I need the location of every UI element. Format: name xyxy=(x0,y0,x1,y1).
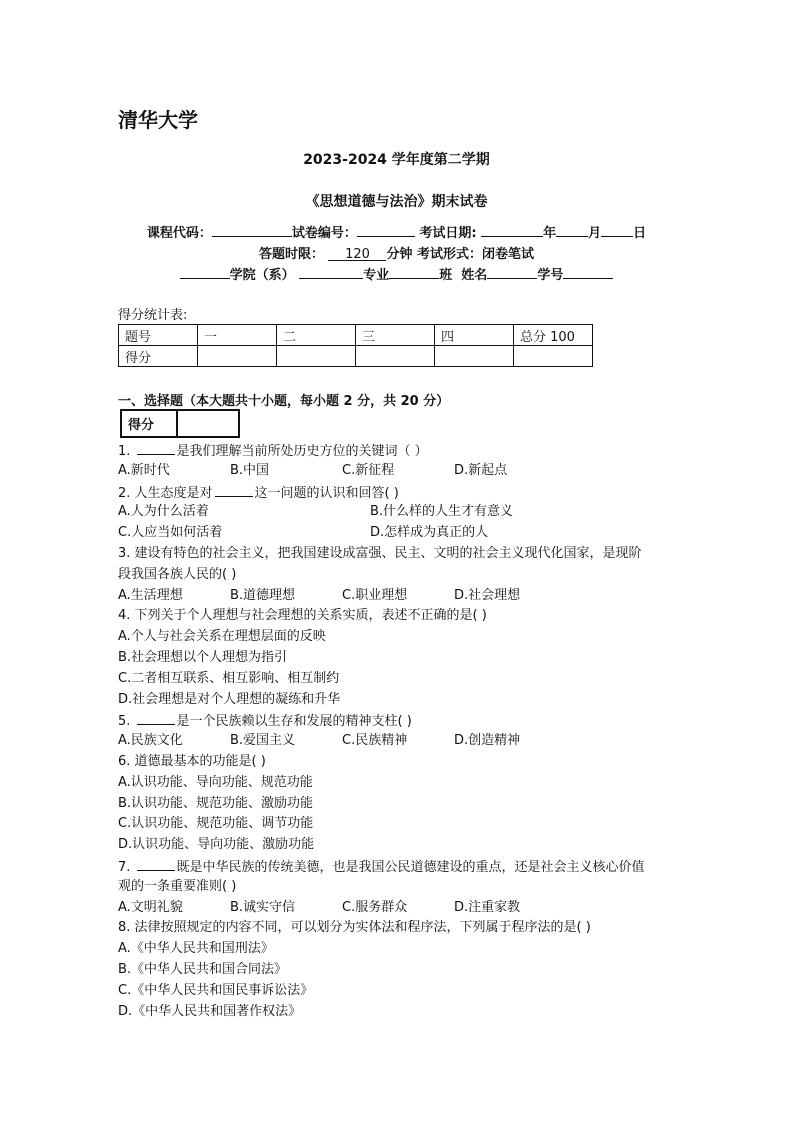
answer-blank[interactable] xyxy=(215,482,253,497)
question xyxy=(118,856,688,918)
stem-text: 6. 道德最基本的功能是( ) xyxy=(118,753,266,769)
question-stem-line xyxy=(118,482,688,503)
name-field[interactable] xyxy=(487,265,537,279)
header-cell: 三 xyxy=(356,325,435,346)
question xyxy=(118,482,688,544)
header-line-1 xyxy=(0,222,793,241)
student-no-field[interactable] xyxy=(563,265,613,279)
stem-text: 7. xyxy=(118,859,135,875)
option[interactable]: C.二者相互联系、相互影响、相互制约 xyxy=(118,670,340,686)
option[interactable]: C.《中华人民共和国民事诉讼法》 xyxy=(118,982,314,998)
course-code-field[interactable] xyxy=(212,223,292,237)
question-stem-line xyxy=(118,877,688,898)
question-stem-line xyxy=(118,440,688,461)
option[interactable]: A.新时代 xyxy=(118,462,170,478)
question-list xyxy=(118,440,688,1022)
score-cell[interactable] xyxy=(356,346,435,367)
question xyxy=(118,752,688,856)
stem-text: 2. 人生态度是对 xyxy=(118,485,213,501)
score-table-caption: 得分统计表: xyxy=(118,308,188,323)
stem-text: 这一问题的认识和回答( ) xyxy=(254,485,399,501)
option[interactable]: C.服务群众 xyxy=(342,899,408,915)
major-field[interactable] xyxy=(299,265,363,279)
month-label: 月 xyxy=(588,226,602,241)
option[interactable]: A.人为什么活着 xyxy=(118,504,209,520)
question-stem-line xyxy=(118,752,688,773)
score-table-header-row xyxy=(119,325,593,346)
question-stem-line xyxy=(118,856,688,877)
question-stem-line xyxy=(118,565,688,586)
section-score-field[interactable] xyxy=(178,411,238,436)
option[interactable]: D.怎样成为真正的人 xyxy=(370,525,489,541)
score-cell[interactable] xyxy=(277,346,356,367)
option[interactable]: B.爱国主义 xyxy=(230,733,296,749)
option[interactable]: B.中国 xyxy=(230,462,270,478)
exam-form: 考试形式：闭卷笔试 xyxy=(417,247,535,262)
stem-text: 3. 建设有特色的社会主义，把我国建设成富强、民主、文明的社会主义现代化国家，是现阶 xyxy=(118,545,642,561)
stem-text: 8. 法律按照规定的内容不同，可以划分为实体法和程序法，下列属于程序法的是( ) xyxy=(118,920,591,936)
stem-text: 1. xyxy=(118,444,135,459)
month-field[interactable] xyxy=(556,223,588,237)
option[interactable]: D.创造精神 xyxy=(454,733,521,749)
header-cell: 四 xyxy=(435,325,514,346)
header-cell: 一 xyxy=(198,325,277,346)
option[interactable]: B.社会理想以个人理想为指引 xyxy=(118,649,288,665)
answer-blank[interactable] xyxy=(137,440,175,455)
section-score-box xyxy=(120,409,240,438)
time-limit-value: 120 xyxy=(328,247,386,261)
option[interactable]: B.道德理想 xyxy=(230,587,296,603)
question xyxy=(118,918,688,1022)
stem-text: 是我们理解当前所处历史方位的关键词（ ） xyxy=(176,444,428,459)
option[interactable]: A.认识功能、导向功能、规范功能 xyxy=(118,774,313,790)
exam-title: 《思想道德与法治》期末试卷 xyxy=(305,194,488,210)
year-field[interactable] xyxy=(481,223,543,237)
option-row xyxy=(118,502,688,523)
time-limit-label: 答题时限： xyxy=(258,247,324,262)
header-cell: 总分 100 xyxy=(514,325,593,346)
score-cell[interactable] xyxy=(514,346,593,367)
section-title: 一、选择题（本大题共十小题，每小题 2 分，共 20 分） xyxy=(118,394,450,409)
answer-blank[interactable] xyxy=(137,856,175,871)
question xyxy=(118,710,688,752)
stem-text: 5. xyxy=(118,714,135,730)
option-row xyxy=(118,586,688,607)
stem-text: 既是中华民族的传统美德，也是我国公民道德建设的重点，还是社会主义核心价值 xyxy=(176,859,645,875)
answer-blank[interactable] xyxy=(137,710,175,725)
option[interactable]: C.新征程 xyxy=(342,462,395,478)
option[interactable]: B.《中华人民共和国合同法》 xyxy=(118,961,288,977)
term: 2023-2024 学年度第二学期 xyxy=(303,152,490,168)
option-row xyxy=(118,523,688,544)
option[interactable]: B.诚实守信 xyxy=(230,899,296,915)
question-stem-line xyxy=(118,544,688,565)
option[interactable]: D.社会理想 xyxy=(454,587,521,603)
stem-text: 观的一条重要准则( ) xyxy=(118,878,237,894)
option[interactable]: C.民族精神 xyxy=(342,733,408,749)
option-row xyxy=(118,898,688,919)
question xyxy=(118,606,688,710)
option[interactable]: A.文明礼貌 xyxy=(118,899,183,915)
class-field[interactable] xyxy=(389,265,439,279)
score-cell[interactable] xyxy=(198,346,277,367)
row-label: 得分 xyxy=(119,346,198,367)
class-label: 班 xyxy=(439,268,453,283)
stem-text: 段我国各族人民的( ) xyxy=(118,566,237,582)
day-label: 日 xyxy=(633,226,647,241)
question-stem-line xyxy=(118,918,688,939)
header-cell: 二 xyxy=(277,325,356,346)
stem-text: 4. 下列关于个人理想与社会理想的关系实质，表述不正确的是( ) xyxy=(118,608,487,624)
question-stem-line xyxy=(118,606,688,627)
course-code-label: 课程代码： xyxy=(146,226,212,241)
option[interactable]: A.民族文化 xyxy=(118,733,183,749)
section-score-label: 得分 xyxy=(122,411,178,436)
question xyxy=(118,544,688,606)
question xyxy=(118,440,688,482)
student-no-label: 学号 xyxy=(537,268,564,283)
score-cell[interactable] xyxy=(435,346,514,367)
option[interactable]: B.什么样的人生才有意义 xyxy=(370,504,514,520)
header-cell: 题号 xyxy=(119,325,198,346)
major-label: 专业 xyxy=(363,268,390,283)
question-stem-line xyxy=(118,710,688,731)
college-field[interactable] xyxy=(180,265,230,279)
day-field[interactable] xyxy=(601,223,633,237)
paper-no-field[interactable] xyxy=(357,223,415,237)
option[interactable]: C.职业理想 xyxy=(342,587,408,603)
college-label: 学院（系） xyxy=(229,268,295,283)
option[interactable]: A.《中华人民共和国刑法》 xyxy=(118,941,274,957)
option[interactable]: B.认识功能、规范功能、激励功能 xyxy=(118,795,314,811)
option[interactable]: D.新起点 xyxy=(454,462,508,478)
header-line-2 xyxy=(0,243,793,262)
option[interactable]: C.人应当如何活着 xyxy=(118,525,223,541)
university-name: 清华大学 xyxy=(118,108,198,132)
exam-date-label: 考试日期: xyxy=(419,226,477,241)
option[interactable]: D.社会理想是对个人理想的凝练和升华 xyxy=(118,691,341,707)
year-label: 年 xyxy=(543,226,557,241)
option[interactable]: C.认识功能、规范功能、调节功能 xyxy=(118,816,314,832)
score-table xyxy=(118,324,593,367)
option-row xyxy=(118,461,688,482)
name-label: 姓名 xyxy=(461,268,488,283)
option-row xyxy=(118,731,688,752)
score-table-score-row xyxy=(119,346,593,367)
option[interactable]: A.生活理想 xyxy=(118,587,183,603)
stem-text: 是一个民族赖以生存和发展的精神支柱( ) xyxy=(176,714,412,730)
option[interactable]: D.认识功能、导向功能、激励功能 xyxy=(118,837,315,853)
minute-unit: 分钟 xyxy=(386,247,413,262)
paper-no-label: 试卷编号： xyxy=(291,226,357,241)
header-line-3 xyxy=(0,264,793,283)
option[interactable]: A.个人与社会关系在理想层面的反映 xyxy=(118,629,326,645)
option[interactable]: D.《中华人民共和国著作权法》 xyxy=(118,1003,302,1019)
option[interactable]: D.注重家教 xyxy=(454,899,521,915)
